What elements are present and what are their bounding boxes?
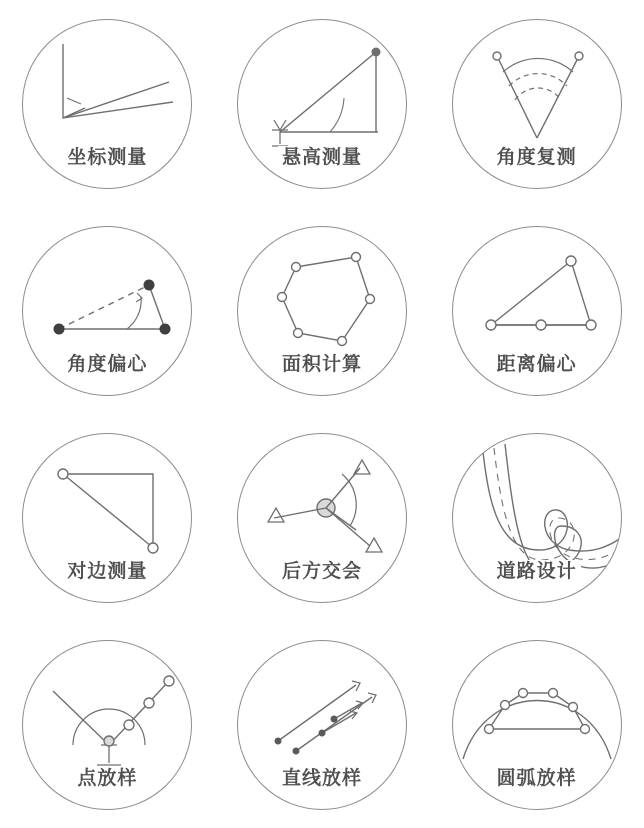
grid-cell <box>215 621 430 828</box>
grid-cell <box>0 621 215 828</box>
icon-label: 悬高测量 <box>278 146 366 170</box>
icon-label: 距离偏心 <box>493 353 581 377</box>
icon-label: 面积计算 <box>278 353 366 377</box>
icon-tile-remote-height-measure[interactable] <box>237 19 407 189</box>
icon-label: 坐标测量 <box>63 146 151 170</box>
icon-tile-arc-stakeout[interactable] <box>452 640 622 810</box>
icon-tile-angle-repetition[interactable] <box>452 19 622 189</box>
icon-label: 点放样 <box>73 767 141 791</box>
icon-label: 对边测量 <box>63 560 151 584</box>
grid-cell <box>215 414 430 621</box>
grid-cell <box>0 414 215 621</box>
grid-cell <box>429 0 644 207</box>
icon-tile-road-design[interactable] <box>452 433 622 603</box>
grid-cell <box>429 414 644 621</box>
icon-tile-missing-line-measure[interactable] <box>22 433 192 603</box>
icon-label: 角度偏心 <box>63 353 151 377</box>
icon-label: 道路设计 <box>493 560 581 584</box>
icon-label: 圆弧放样 <box>493 767 581 791</box>
icon-label: 直线放样 <box>278 767 366 791</box>
grid-cell <box>0 207 215 414</box>
icon-tile-point-stakeout[interactable] <box>22 640 192 810</box>
grid-cell <box>429 207 644 414</box>
icon-tile-coordinate-measure[interactable] <box>22 19 192 189</box>
icon-tile-resection[interactable] <box>237 433 407 603</box>
icon-tile-area-calculation[interactable] <box>237 226 407 396</box>
icon-label: 角度复测 <box>493 146 581 170</box>
grid-cell <box>215 0 430 207</box>
grid-cell <box>215 207 430 414</box>
grid-cell <box>0 0 215 207</box>
icon-label: 后方交会 <box>278 560 366 584</box>
icon-tile-line-stakeout[interactable] <box>237 640 407 810</box>
icon-tile-distance-offset[interactable] <box>452 226 622 396</box>
icon-tile-angle-offset[interactable] <box>22 226 192 396</box>
grid-cell <box>429 621 644 828</box>
